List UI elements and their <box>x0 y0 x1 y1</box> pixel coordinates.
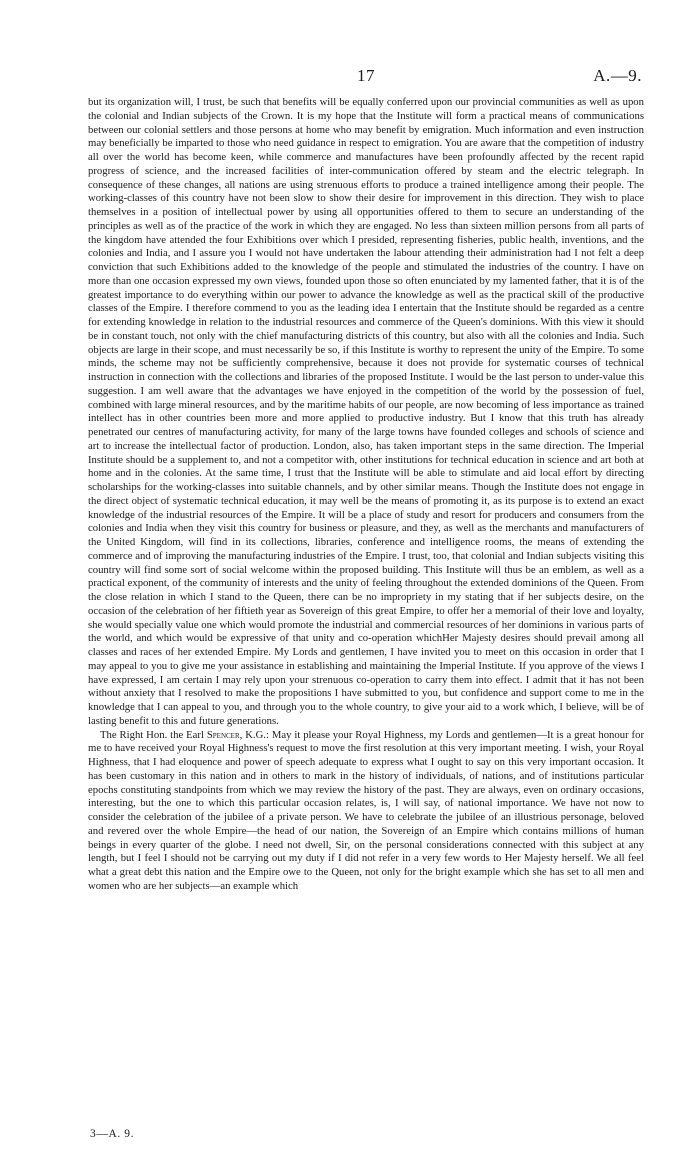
page-header <box>90 66 642 88</box>
document-reference: A.—9. <box>593 66 642 85</box>
body-text <box>88 96 644 894</box>
paragraph-text: May it please your Royal Highness, my Lords and gentlemen—It is a great honour for me to have received your Royal Highness's request to move the first resolution at this very important meeting. I wish, your Royal Highness, that I had eloquence and power of speech adequate to express what I ought to say on this very important occasion. It has been customary in this nation and in others to mark in the history of individuals, of nations, and of institutions particular epochs constituting standpoints from which we may review the history of the past. They are always, even on ordinary occasions, interesting, but the one to which this particular occasion relates, is, I will say, of national importance. We have not now to consider the celebration of the jubilee of a private person. We have to celebrate the jubilee of an illustrious personage, beloved and revered over the whole Empire—the head of our nation, the Sovereign of an Empire which contains millions of human beings in every quarter of the globe. I need not dwell, Sir, on the personal considerations connected with this subject at any length, but I feel I should not be carrying out my duty if I did not refer in a very few words to Her Majesty herself. We all feel what a great debt this nation and the Empire owe to the Queen, not only for the bright example which she has set to all men and women who are her subjects—an example which <box>88 728 645 892</box>
paragraph-text: but its organization will, I trust, be such that benefits will be equally conferred upon our provincial communities as well as upon the colonial and Indian subjects of the Crown. It is my hope that the Institute will form a practical means of communications between our colonial settlers and those persons at home who may benefit by emigration. Much information and even instruction may beneficially be imparted to those who need guidance in respect to emigration. You are aware that the competition of industry all over the world has become keen, while commerce and manufactures have been profoundly affected by the recent rapid progress of science, and the increased facilities of inter-communication offered by steam and the electric telegraph. In consequence of these changes, all nations are using strenuous efforts to produce a trained intelligence among their people. The working-classes of this country have not been slow to show their desire for improvement in this direction. They wish to place themselves in a position of intellectual power by using all opportunities offered to them to secure an understanding of the principles as well as of the practice of the work in which they are engaged. No less than sixteen million persons from all parts of the kingdom have attended the four Exhibitions over which I presided, representing fisheries, public health, inventions, and the colonies and India, and I assure you I would not have undertaken the labour attending their administration had I not felt a deep conviction that such Exhibitions added to the knowledge of the people and stimulated the industries of the country. I have on more than one occasion expressed my own views, founded upon those so often enunciated by my lamented father, that it is of the greatest importance to do everything within our power to advance the knowledge as well as the practical skill of the productive classes of the Empire. I therefore commend to you as the leading idea I entertain that the Institute should be regarded as a centre for extending knowledge in relation to the industrial resources and commerce of the Queen's dominions. With this view it should be in constant touch, not only with the chief manufacturing districts of this country, but also with all the colonies and India. Such objects are large in their scope, and must necessarily be so, if this Institute is worthy to represent the unity of the Empire. To some minds, the scheme may not be sufficiently comprehensive, because it does not provide for systematic courses of technical instruction in connection with the collections and libraries of the proposed Institute. I would be the last person to under-value this suggestion. I am well aware that the advantages we have enjoyed in the competition of the world by the possession of fuel, combined with large mineral resources, and by the maritime habits of our people, are now becoming of less importance as trained intellect has in other countries been more and more applied to productive industry. But I know that this truth has already penetrated our centres of manufacturing activity, for many of the large towns have founded colleges and schools of science and art to increase the intellectual factor of production. London, also, has taken important steps in the same direction. The Imperial Institute should be a supplement to, and not a competitor with, other institutions for technical education in science and art both at home and in the colonies. At the same time, I trust that the Institute will be able to stimulate and aid local effort by directing scholarships for the working-classes into suitable channels, and by other similar means. Though the Institute does not engage in the direct object of systematic technical education, it may well be the means of promoting it, as its purpose is to extend an exact knowledge of the industrial resources of the Empire. It will be a place of study and resort for producers and consumers from the colonies and India when they visit this country for business or pleasure, and they, as well as the merchants and manufacturers of the United Kingdom, will find in its collections, libraries, conference and intelligence rooms, the means of extending the commerce and of improving the manufacturing industries of the Empire. I trust, too, that colonial and Indian subjects visiting this country will find some sort of social welcome within the proposed building. This Institute will thus be an emblem, as well as a practical exponent, of the community of interests and the unity of feeling throughout the extended dominions of the Queen. From the close relation in which I stand to the Queen, there can be no impropriety in my stating that if her subjects desire, on the occasion of the celebration of her fiftieth year as Sovereign of this great Empire, to offer her a memorial of their love and loyalty, she would specially value one which would promote the industrial and commercial resources of her dominions in various parts of the world, and which would be expressive of that unity and co-operation whichHer Majesty desires should prevail among all classes and races of her extended Empire. My Lords and gentlemen, I have invited you to meet on this occasion in order that I may appeal to you to give me your assistance in establishing and maintaining the Imperial Institute. If you approve of the views I have expressed, I am certain I may rely upon your strenuous co-operation to carry them into effect. I admit that it has not been without anxiety that I resolved to make the propositions I have submitted to you, but confidence and support come to me in the knowledge that I can appeal to you, and through you to the whole country, to give your aid to a work which, I believe, will be of lasting benefit to this and future generations. <box>88 96 644 727</box>
speaker-suffix: , K.G.: <box>239 728 272 741</box>
page-number: 17 <box>357 66 375 85</box>
paragraph <box>88 96 644 729</box>
speaker-prefix: The Right Hon. the Earl <box>100 728 207 741</box>
paragraph <box>88 729 644 894</box>
sheet-signature: 3—A. 9. <box>90 1128 135 1140</box>
speaker-name: Spencer <box>206 728 240 741</box>
